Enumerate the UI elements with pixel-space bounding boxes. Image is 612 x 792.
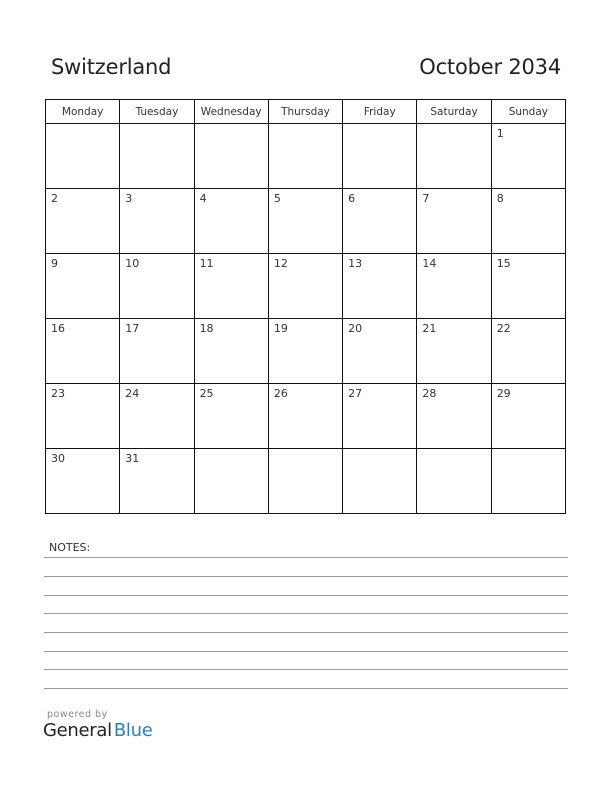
day-cell [343,254,417,319]
day-cell [491,319,565,384]
day-number: 5 [273,192,281,205]
weekday-header-row [46,100,566,124]
day-number: 27 [348,387,363,400]
week-row [46,449,566,514]
country-title: Switzerland [51,55,172,79]
day-cell [417,449,491,514]
day-number [417,124,490,127]
day-number [120,124,193,127]
day-number: 28 [422,387,437,400]
day-cell [268,189,342,254]
weekday-sunday: Sunday [491,100,565,124]
powered-by-text: powered by [47,709,108,720]
weekday-saturday: Saturday [417,100,491,124]
day-cell [194,319,268,384]
day-number [195,124,268,127]
day-cell [491,254,565,319]
day-cell [491,189,565,254]
day-number: 11 [199,257,214,270]
week-row [46,384,566,449]
day-number: 2 [51,192,58,205]
day-number: 10 [125,257,140,270]
note-line [44,557,568,558]
week-row [46,124,566,189]
day-cell [46,384,120,449]
day-cell [46,124,120,189]
day-cell [268,319,342,384]
day-number: 12 [273,257,288,270]
day-cell [417,189,491,254]
weekday-tuesday: Tuesday [120,100,194,124]
day-cell [120,384,194,449]
day-cell [491,124,565,189]
day-number: 18 [199,322,214,335]
day-number [343,124,416,127]
day-cell [343,384,417,449]
brand-blue: Blue [113,720,153,741]
day-number: 30 [51,452,65,465]
day-number [343,449,416,452]
day-number: 22 [496,322,511,335]
day-number: 26 [273,387,288,400]
day-number [269,124,342,127]
day-cell [120,319,194,384]
note-line [44,669,568,670]
day-number: 8 [496,192,504,205]
day-number: 14 [422,257,437,270]
day-number: 17 [125,322,140,335]
day-cell [46,319,120,384]
day-number [46,124,119,127]
day-cell [417,384,491,449]
day-cell [417,254,491,319]
day-number: 21 [422,322,437,335]
day-number: 6 [348,192,356,205]
day-cell [268,254,342,319]
weekday-friday: Friday [343,100,417,124]
day-cell [417,124,491,189]
day-cell [268,384,342,449]
note-line [44,576,568,577]
day-number [195,449,268,452]
note-line [44,632,568,633]
day-cell [343,189,417,254]
day-cell [194,189,268,254]
note-line [44,688,568,689]
day-number: 29 [496,387,511,400]
day-cell [417,319,491,384]
week-row [46,254,566,319]
day-number: 24 [125,387,140,400]
day-cell [194,254,268,319]
week-row [46,319,566,384]
note-line [44,613,568,614]
day-number: 15 [496,257,511,270]
day-cell [268,124,342,189]
day-cell [194,124,268,189]
day-cell [120,124,194,189]
note-line [44,651,568,652]
note-line [44,595,568,596]
day-number: 16 [51,322,65,335]
day-cell [343,319,417,384]
day-cell [343,124,417,189]
notes-label: NOTES: [49,541,91,554]
day-cell [343,449,417,514]
day-cell [194,449,268,514]
day-cell [120,254,194,319]
weekday-wednesday: Wednesday [194,100,268,124]
day-number [269,449,342,452]
day-number: 13 [348,257,363,270]
day-number [492,449,565,452]
day-cell [491,449,565,514]
day-number: 19 [273,322,288,335]
generalblue-logo [43,720,152,741]
week-row [46,189,566,254]
day-cell [120,449,194,514]
day-number: 7 [422,192,430,205]
day-number [417,449,490,452]
day-cell [120,189,194,254]
day-number: 23 [51,387,65,400]
day-cell [491,384,565,449]
day-number: 4 [199,192,207,205]
day-number: 20 [348,322,363,335]
day-number: 9 [51,257,58,270]
day-cell [46,449,120,514]
day-number: 31 [125,452,140,465]
day-cell [268,449,342,514]
brand-general: General [43,720,112,741]
month-year-title: October 2034 [419,55,561,79]
calendar-grid [45,99,566,514]
day-cell [46,254,120,319]
weekday-thursday: Thursday [268,100,342,124]
weekday-monday: Monday [46,100,120,124]
day-cell [46,189,120,254]
day-number: 1 [496,127,504,140]
day-number: 3 [125,192,133,205]
day-cell [194,384,268,449]
day-number: 25 [199,387,214,400]
